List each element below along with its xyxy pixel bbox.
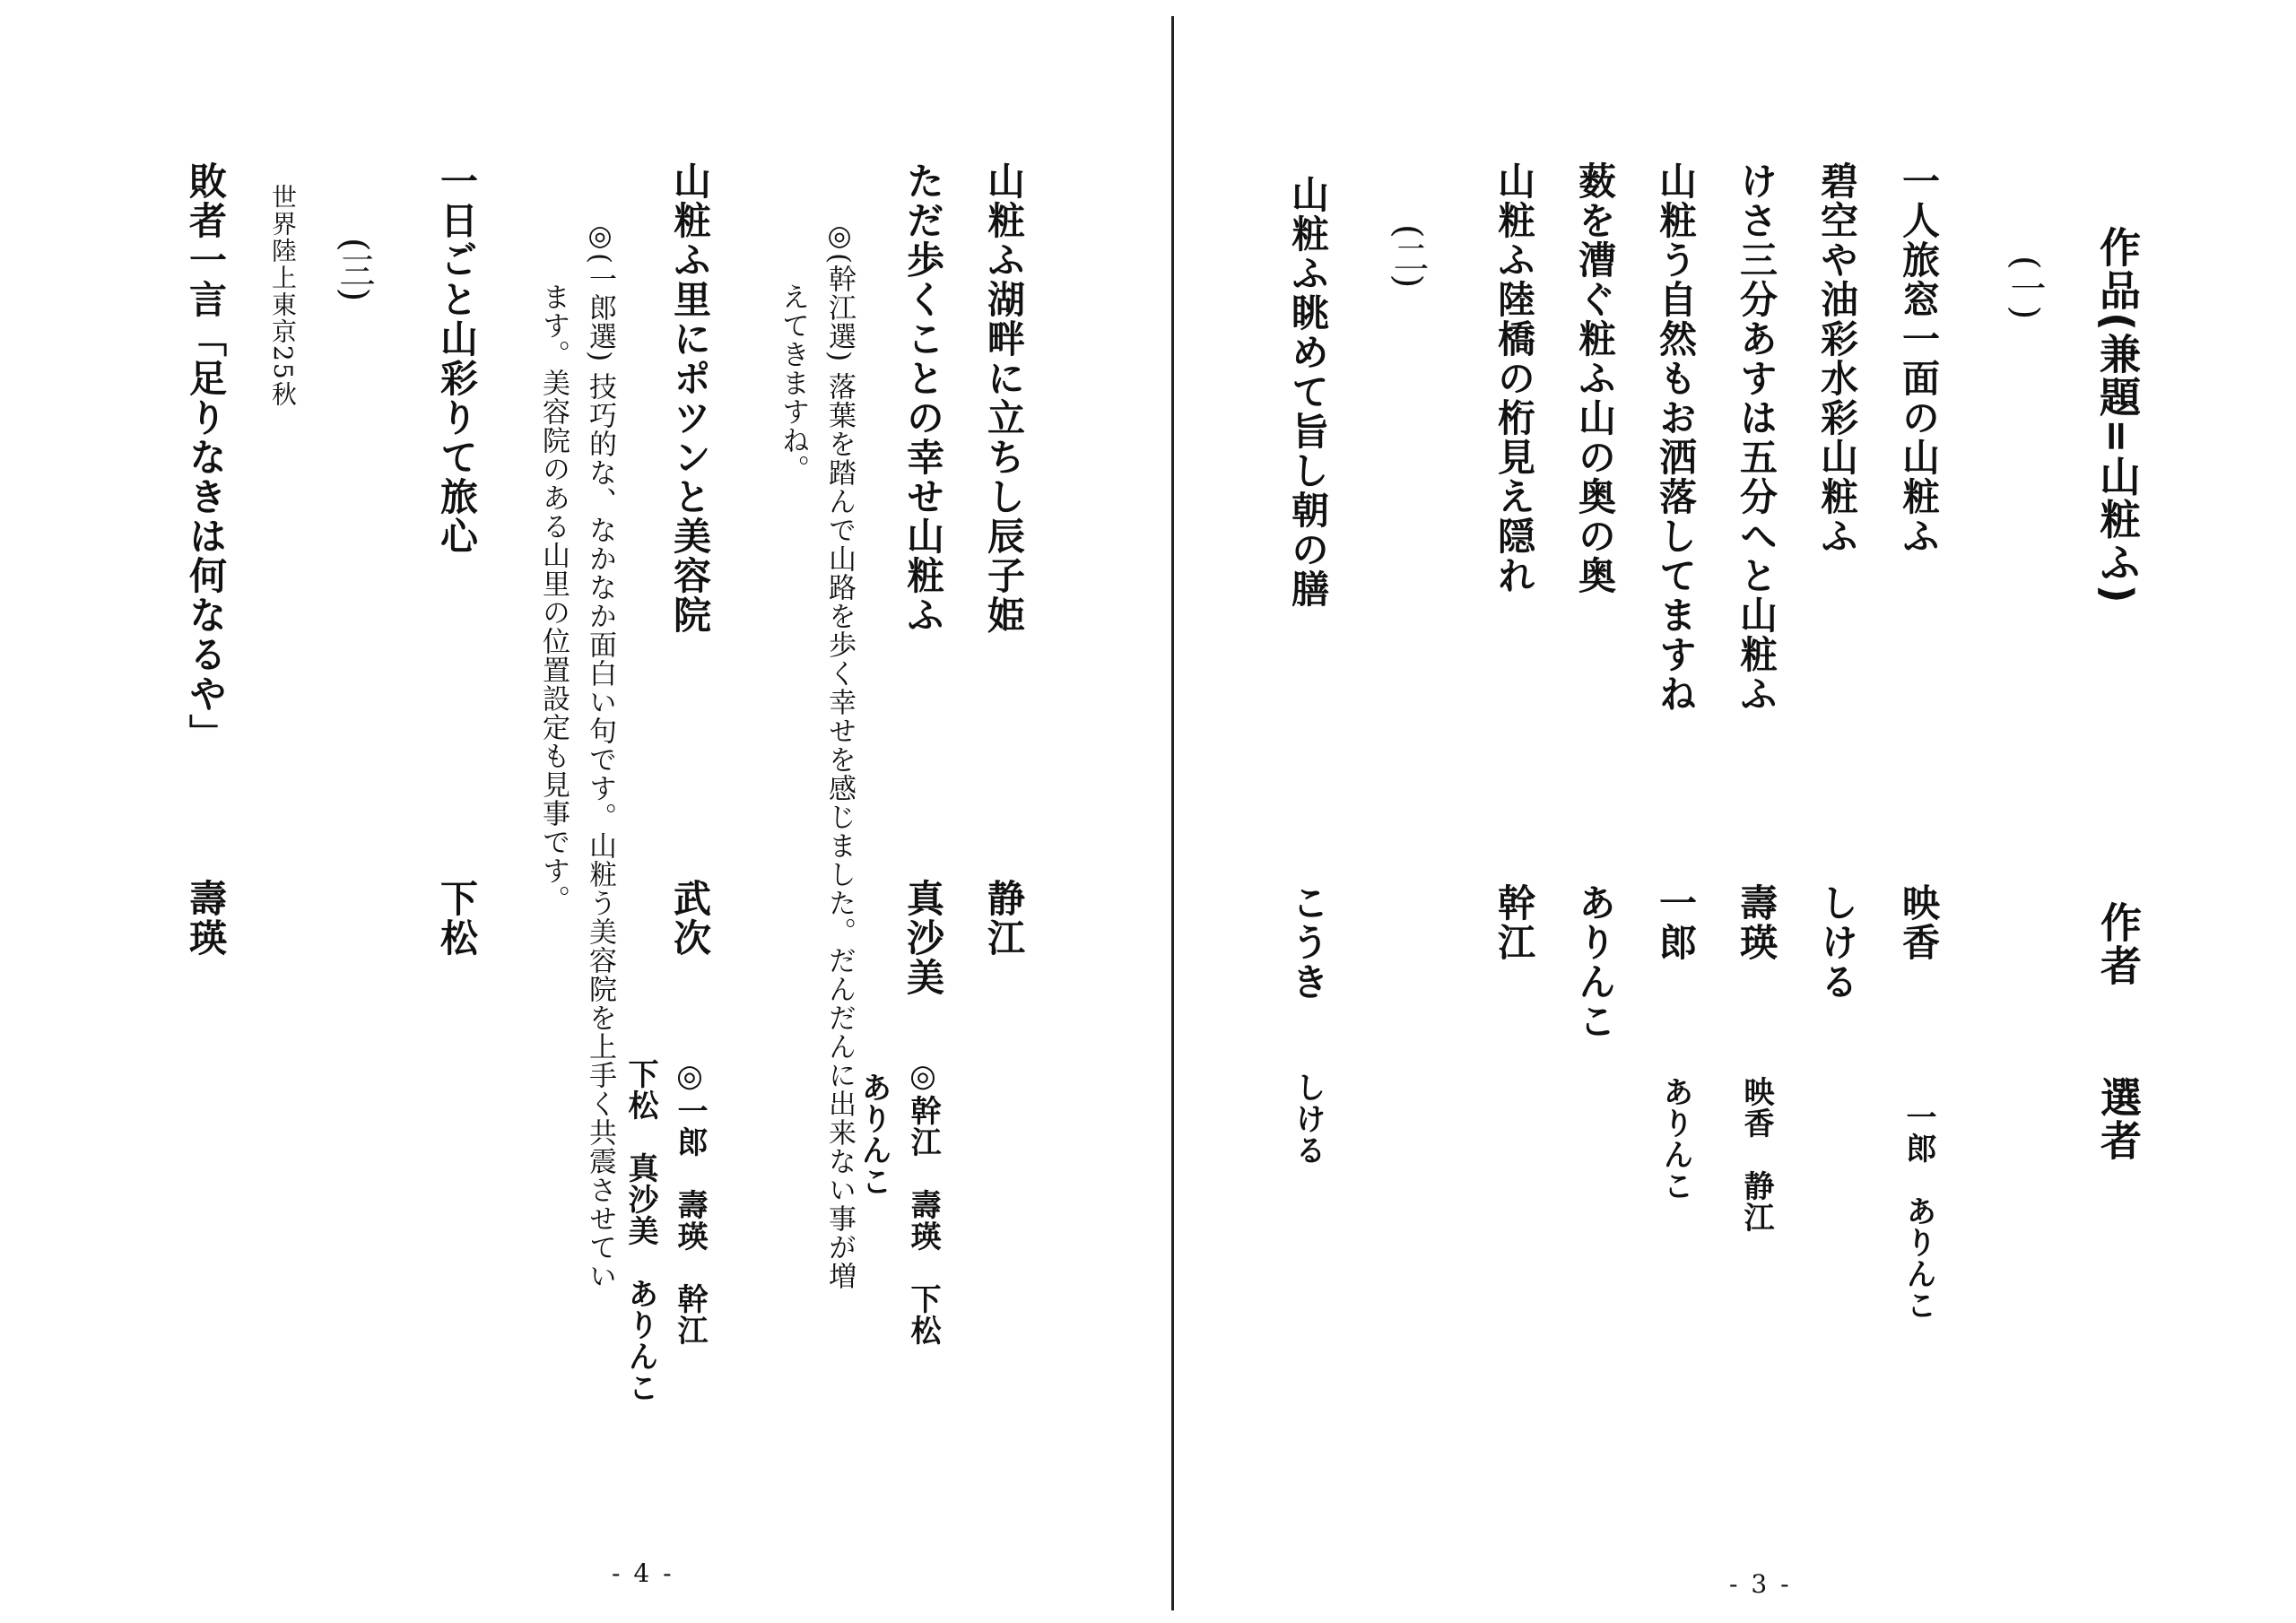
author-name: 静江 bbox=[982, 879, 1026, 958]
page-number: - 4 - bbox=[612, 1558, 674, 1588]
author-name: 武次 bbox=[668, 879, 712, 958]
header-author: 作者 bbox=[2094, 901, 2143, 987]
section-label-1: (一) bbox=[2005, 256, 2046, 320]
poem-line: 山粧う自然もお洒落してますね bbox=[1654, 161, 1698, 714]
poem-line: 敗者一言「足りなきは何なるや」 bbox=[184, 161, 228, 753]
author-name: 下松 bbox=[435, 879, 479, 958]
poem-line: けさ三分あすは五分へと山粧ふ bbox=[1735, 161, 1779, 714]
selector-list: ◎一郎 壽瑛 幹江 bbox=[672, 1058, 708, 1346]
author-name: 一郎 bbox=[1654, 883, 1698, 962]
selector-list: 映香 静江 bbox=[1738, 1076, 1774, 1233]
author-name: 壽瑛 bbox=[184, 879, 228, 958]
author-name: 幹江 bbox=[1492, 883, 1536, 962]
selector-list: しける bbox=[1290, 1072, 1326, 1166]
poem-line: 碧空や油彩水彩山粧ふ bbox=[1815, 161, 1859, 556]
poem-line: ただ歩くことの幸せ山粧ふ bbox=[901, 161, 945, 635]
author-name: ありんこ bbox=[1573, 883, 1617, 1041]
poem-line: 一日ごと山彩りて旅心 bbox=[435, 161, 479, 556]
poem-line: 山粧ふ里にポツンと美容院 bbox=[668, 161, 712, 635]
header-selector: 選者 bbox=[2094, 1076, 2143, 1162]
author-name: 映香 bbox=[1897, 883, 1941, 962]
selector-list: ◎幹江 壽瑛 下松 bbox=[905, 1058, 941, 1346]
poem-line: 山粧ふ陸橋の桁見え隠れ bbox=[1492, 161, 1536, 595]
poem-line: 薮を漕ぐ粧ふ山の奥の奥 bbox=[1573, 161, 1617, 595]
selector-list: 下松 真沙美 ありんこ bbox=[622, 1058, 658, 1403]
selector-list: ありんこ bbox=[856, 1072, 891, 1197]
section-note: 世界陸上東京25秋 bbox=[268, 184, 298, 408]
comment-text: ◎(幹江選) 落葉を踏んで山路を歩く幸せを感じました。だんだんに出来ない事が増 えてきますね。 bbox=[777, 220, 856, 1291]
section-label-3: (三) bbox=[334, 238, 375, 302]
page-divider bbox=[1171, 16, 1174, 1610]
poem-line: 山粧ふ湖畔に立ちし辰子姫 bbox=[982, 161, 1026, 635]
page-number: - 3 - bbox=[1729, 1569, 1792, 1599]
poem-line: 一人旅窓一面の山粧ふ bbox=[1897, 161, 1941, 556]
author-name: こうき bbox=[1286, 883, 1330, 1002]
author-name: 真沙美 bbox=[901, 879, 945, 997]
comment-text: ◎(一郎選) 技巧的な、なかなか面白い句です。山粧う美容院を上手く共震させてい ます。美容院のある山里の位置設定も見事です。 bbox=[537, 220, 616, 1291]
author-name: 壽瑛 bbox=[1735, 883, 1779, 962]
poem-line: 山粧ふ眺めて旨し朝の膳 bbox=[1286, 175, 1330, 609]
author-name: しける bbox=[1815, 883, 1859, 1002]
selector-list: 一郎 ありんこ bbox=[1900, 1101, 1936, 1321]
selector-list: ありんこ bbox=[1657, 1076, 1693, 1202]
section-label-2: (二) bbox=[1387, 224, 1429, 289]
page-title: 作品(兼題=山粧ふ) bbox=[2093, 226, 2142, 605]
